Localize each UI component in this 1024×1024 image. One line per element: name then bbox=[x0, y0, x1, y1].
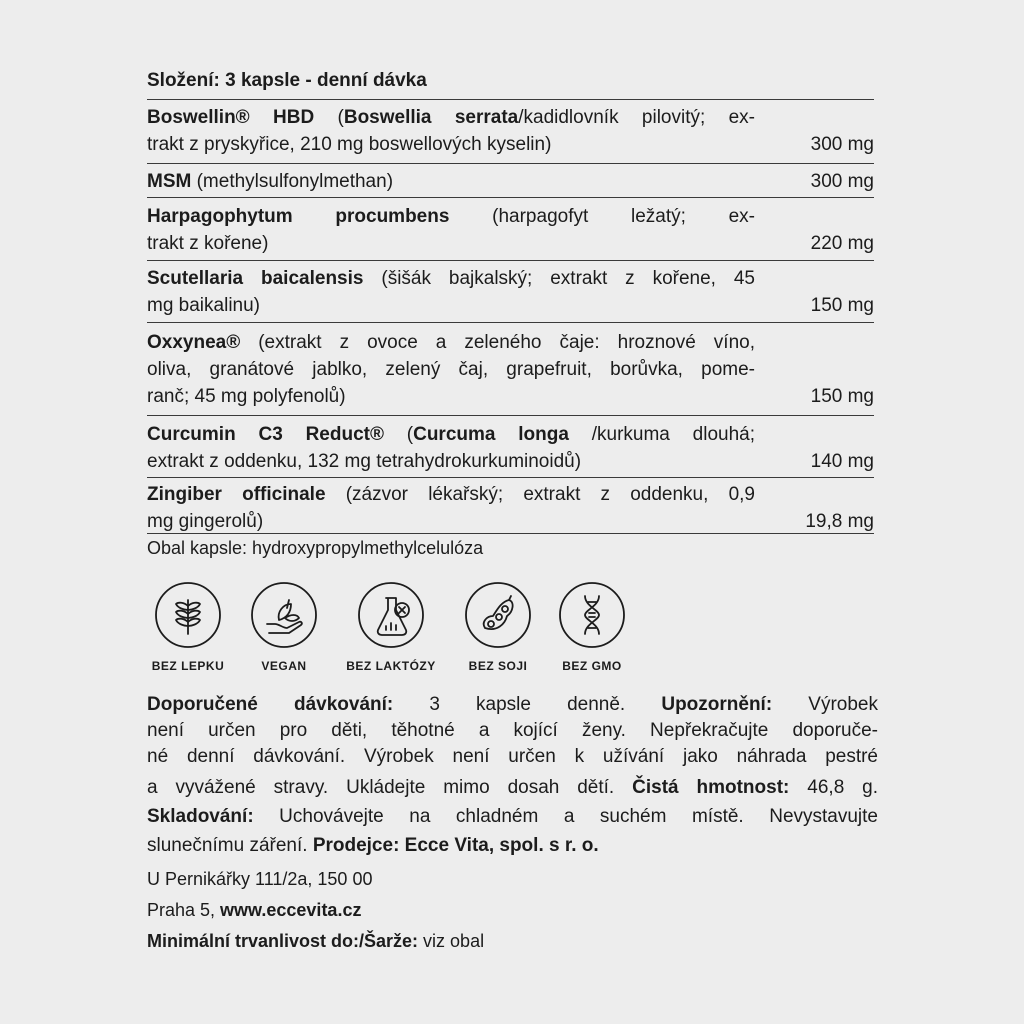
text: trakt z pryskyřice, 210 mg boswellových kyselin) bbox=[147, 134, 552, 155]
text: U Pernikářky 111/2a, 150 00 bbox=[147, 869, 373, 889]
divider bbox=[147, 322, 874, 323]
ingredient-line bbox=[147, 292, 874, 319]
ingredient-line bbox=[147, 230, 874, 257]
text: /kurkuma dlouhá; bbox=[591, 424, 755, 445]
text: Uchovávejte na chladném a suchém místě. Nevystavujte bbox=[279, 806, 878, 827]
ingredient-row bbox=[147, 104, 874, 158]
ingredient-line bbox=[147, 383, 874, 410]
composition-title: Složení: 3 kapsle - denní dávka bbox=[147, 70, 427, 91]
text: né denní dávkování. Výrobek není určen k užívání jako náhrada pestré bbox=[147, 746, 878, 767]
ingredient-amount: 140 mg bbox=[810, 451, 874, 472]
bold-text: Čistá hmotnost: bbox=[632, 777, 808, 798]
ingredient-amount: 150 mg bbox=[810, 386, 874, 407]
text: (extrakt z ovoce a zeleného čaje: hroznové víno, bbox=[258, 332, 755, 353]
badge-label: BEZ SOJI bbox=[468, 659, 528, 673]
badge-label: BEZ LEPKU bbox=[151, 659, 225, 673]
divider bbox=[147, 533, 874, 534]
bold-text: Minimální trvanlivost do:/Šarže: bbox=[147, 931, 424, 951]
ingredient-line bbox=[147, 265, 874, 292]
ingredient-line bbox=[147, 329, 874, 356]
text: (harpagofyt ležatý; ex- bbox=[492, 206, 756, 227]
paragraph-line bbox=[147, 692, 878, 718]
capsule-shell-text: Obal kapsle: hydroxypropylmethylcelulóza bbox=[147, 538, 484, 558]
ingredient-amount: 150 mg bbox=[810, 295, 874, 316]
badge-label: BEZ LAKTÓZY bbox=[346, 659, 436, 673]
text: a vyvážené stravy. Ukládejte mimo dosah dětí. bbox=[147, 777, 633, 798]
text: (zázvor lékařský; extrakt z oddenku, 0,9 bbox=[345, 484, 755, 505]
ingredient-line bbox=[147, 131, 874, 158]
ingredient-amount: 300 mg bbox=[810, 134, 874, 155]
ingredient-line bbox=[147, 448, 874, 475]
text: (methylsulfonylmethan) bbox=[196, 171, 394, 192]
bold-text: MSM bbox=[147, 171, 197, 192]
text: /kadidlovník pilovitý; ex- bbox=[518, 107, 755, 128]
text: Výrobek bbox=[808, 694, 878, 715]
bold-text: Boswellia serrata bbox=[343, 107, 519, 128]
dna-icon bbox=[557, 580, 627, 650]
divider bbox=[147, 197, 874, 198]
bold-text: Upozornění: bbox=[661, 694, 809, 715]
text: ( bbox=[406, 424, 414, 445]
bold-text: Curcuma longa bbox=[413, 424, 592, 445]
text: 46,8 g. bbox=[807, 777, 879, 798]
soybean-icon bbox=[463, 580, 533, 650]
divider bbox=[147, 260, 874, 261]
address-block bbox=[147, 866, 878, 959]
text: mg gingerolů) bbox=[147, 511, 264, 532]
ingredient-line bbox=[147, 481, 874, 508]
bold-text: Harpagophytum procumbens bbox=[147, 206, 493, 227]
text: ( bbox=[337, 107, 344, 128]
text: mg baikalinu) bbox=[147, 295, 260, 316]
address-line bbox=[147, 897, 878, 928]
paragraph-line bbox=[147, 718, 878, 744]
divider bbox=[147, 477, 874, 478]
ingredient-line bbox=[147, 356, 874, 383]
flask-icon bbox=[356, 580, 426, 650]
bold-text: Curcumin C3 Reduct® bbox=[147, 424, 407, 445]
bold-text: Zingiber officinale bbox=[147, 484, 346, 505]
text: extrakt z oddenku, 132 mg tetrahydrokurkuminoidů) bbox=[147, 451, 582, 472]
text: 3 kapsle denně. bbox=[429, 694, 662, 715]
ingredient-row bbox=[147, 481, 874, 535]
bold-text: Scutellaria baicalensis bbox=[147, 268, 382, 289]
badge-label: BEZ GMO bbox=[562, 659, 622, 673]
divider bbox=[147, 415, 874, 416]
ingredient-row bbox=[147, 329, 874, 410]
text: oliva, granátové jablko, zelený čaj, grapefruit, borůvka, pome- bbox=[147, 359, 755, 380]
ingredient-line bbox=[147, 508, 874, 535]
ingredient-line bbox=[147, 421, 874, 448]
ingredient-amount: 300 mg bbox=[810, 171, 874, 192]
bold-text: Doporučené dávkování: bbox=[147, 694, 430, 715]
ingredient-row bbox=[147, 265, 874, 319]
ingredient-row bbox=[147, 203, 874, 257]
text: (šišák bajkalský; extrakt z kořene, 45 bbox=[381, 268, 755, 289]
paragraph-line bbox=[147, 775, 878, 804]
badge-label: VEGAN bbox=[261, 659, 307, 673]
divider bbox=[147, 99, 874, 100]
bold-text: Boswellin® HBD bbox=[147, 107, 338, 128]
text: Praha 5, bbox=[147, 900, 221, 920]
leaf-hand-icon bbox=[249, 580, 319, 650]
ingredient-line bbox=[147, 104, 874, 131]
text: ranč; 45 mg polyfenolů) bbox=[147, 386, 346, 407]
text: není určen pro děti, těhotné a kojící ženy. Nepřekračujte doporuče- bbox=[147, 720, 878, 741]
bold-text: Oxxynea® bbox=[147, 332, 259, 353]
wheat-icon bbox=[153, 580, 223, 650]
usage-paragraph bbox=[147, 692, 878, 859]
bold-text: Prodejce: Ecce Vita, spol. s r. o. bbox=[312, 835, 599, 856]
ingredient-row bbox=[147, 168, 874, 195]
address-line bbox=[147, 866, 878, 897]
ingredient-amount: 19,8 mg bbox=[805, 511, 874, 532]
text: trakt z kořene) bbox=[147, 233, 269, 254]
bold-text: www.eccevita.cz bbox=[220, 900, 362, 920]
address-line bbox=[147, 928, 878, 959]
paragraph-line bbox=[147, 833, 878, 859]
text: viz obal bbox=[423, 931, 485, 951]
ingredient-row bbox=[147, 421, 874, 475]
ingredient-line bbox=[147, 168, 874, 195]
text: slunečnímu záření. bbox=[147, 835, 313, 856]
ingredient-amount: 220 mg bbox=[810, 233, 874, 254]
divider bbox=[147, 163, 874, 164]
paragraph-line bbox=[147, 744, 878, 775]
paragraph-line bbox=[147, 804, 878, 833]
ingredient-line bbox=[147, 203, 874, 230]
bold-text: Skladování: bbox=[147, 806, 280, 827]
